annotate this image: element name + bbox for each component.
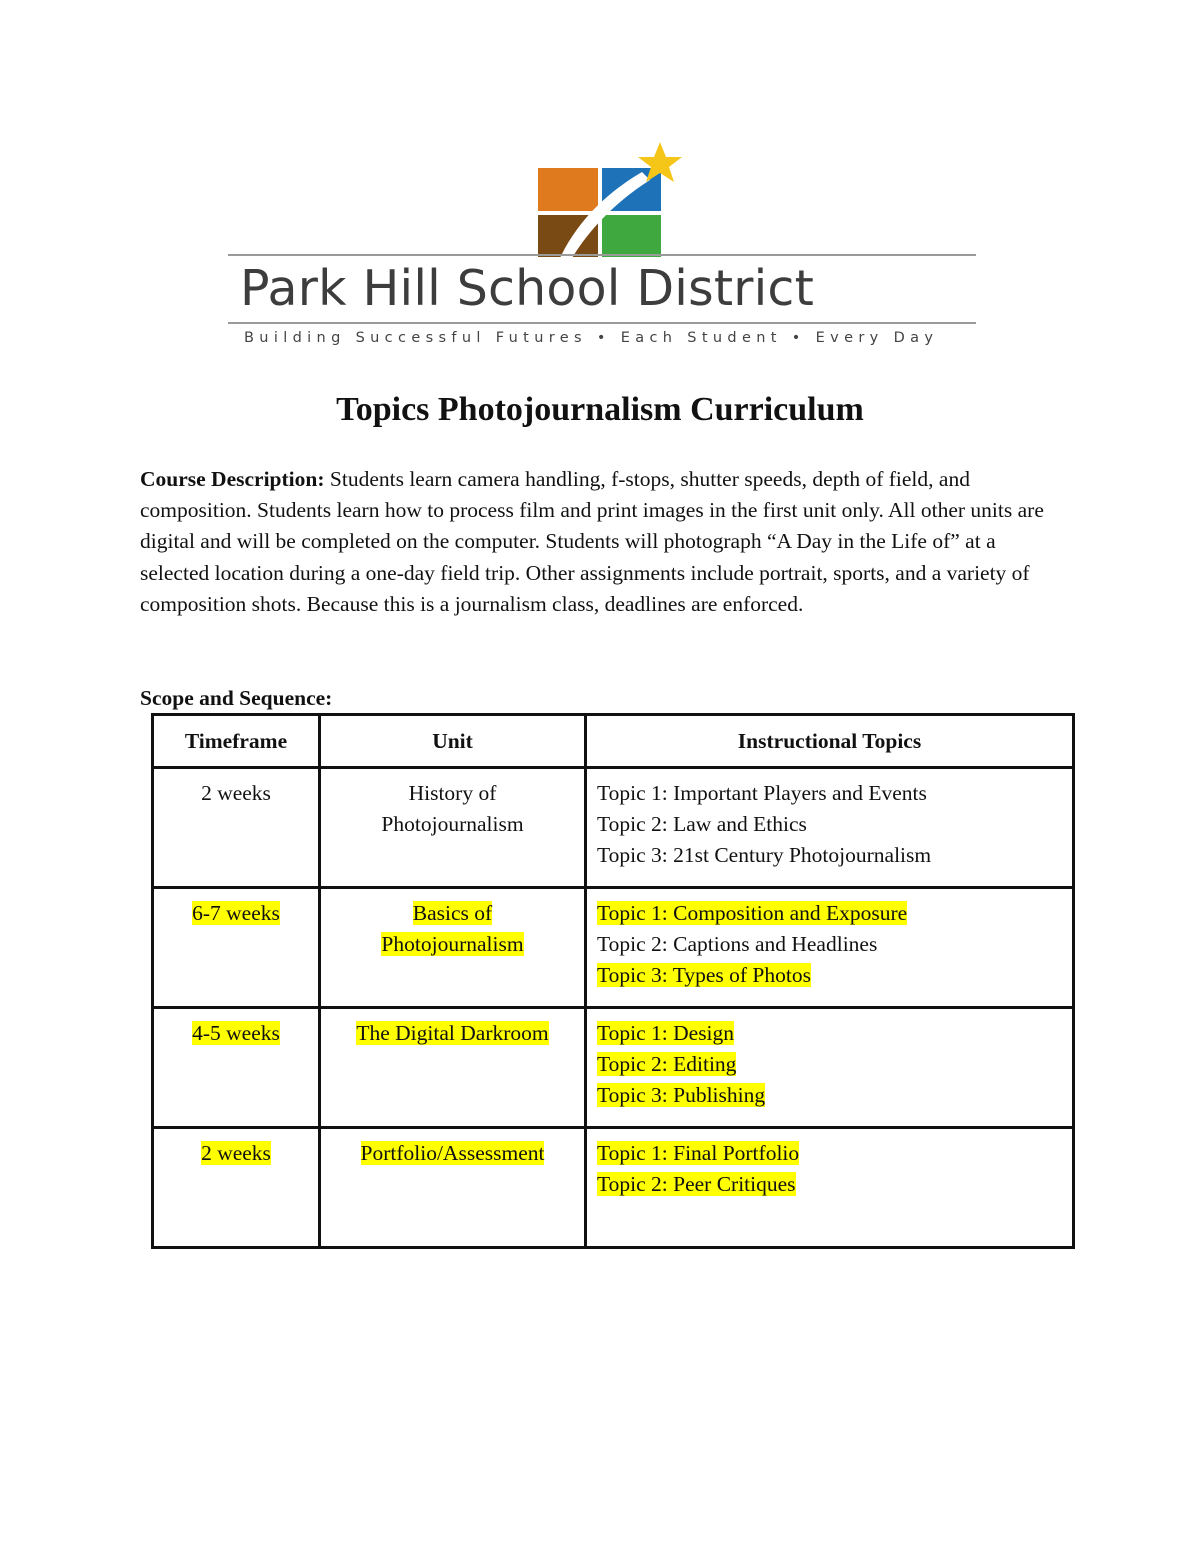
unit-text-line	[321, 929, 584, 960]
topic-line	[597, 1049, 1072, 1080]
logo-name: Park Hill School District	[240, 260, 814, 317]
unit-text-line	[321, 809, 584, 840]
topic-line	[597, 809, 1072, 840]
header-topics: Instructional Topics	[586, 715, 1074, 768]
timeframe-cell	[153, 768, 320, 888]
unit-text: Portfolio/Assessment	[360, 1141, 545, 1165]
topic-text: Topic 1: Composition and Exposure	[597, 901, 908, 925]
topics-cell	[586, 1008, 1074, 1128]
logo-mark-icon	[538, 140, 688, 265]
unit-text: Photojournalism	[381, 932, 524, 956]
timeframe-text: 4-5 weeks	[192, 1021, 280, 1045]
topic-text: Topic 2: Peer Critiques	[597, 1172, 796, 1196]
topics-cell	[586, 1128, 1074, 1248]
scope-heading: Scope and Sequence:	[140, 686, 333, 710]
topic-text: Topic 1: Final Portfolio	[597, 1141, 800, 1165]
topic-text: Topic 2: Editing	[597, 1052, 737, 1076]
topic-text: Topic 1: Design	[597, 1021, 735, 1045]
unit-text-line	[321, 778, 584, 809]
page-title: Topics Photojournalism Curriculum	[336, 391, 864, 428]
logo-green-square	[602, 215, 661, 257]
course-description	[140, 464, 1065, 620]
unit-text-line	[321, 1018, 584, 1049]
topic-line	[597, 929, 1072, 960]
table-row	[153, 1008, 1074, 1128]
topic-line	[597, 840, 1072, 871]
logo-top-rule	[228, 254, 976, 256]
table-row	[153, 1128, 1074, 1248]
topic-text: Topic 3: 21st Century Photojournalism	[597, 843, 932, 867]
unit-text-line	[321, 1138, 584, 1169]
unit-text: The Digital Darkroom	[356, 1021, 549, 1045]
timeframe-cell	[153, 1008, 320, 1128]
course-description-text: Students learn camera handling, f-stops, shutter speeds, depth of field, and composition. Students learn how to process film and print images in the first unit only. All other units are digital and will be completed on the computer. Students will photograph “A Day in the Life of” at a selected location during a one-day field trip. Other assignments include portrait, sports, and a variety of composition shots. Because this is a journalism class, deadlines are enforced.	[140, 467, 1044, 616]
timeframe-text: 2 weeks	[201, 1141, 271, 1165]
topic-text: Topic 3: Types of Photos	[597, 963, 811, 987]
unit-cell	[320, 1008, 586, 1128]
topics-cell	[586, 768, 1074, 888]
logo-bottom-rule	[228, 322, 976, 324]
topic-line	[597, 898, 1072, 929]
unit-text-line	[321, 898, 584, 929]
timeframe-cell	[153, 888, 320, 1008]
unit-text: Basics of	[412, 901, 493, 925]
unit-text: History of	[408, 781, 497, 805]
timeframe-text: 6-7 weeks	[192, 901, 280, 925]
logo-tagline: Building Successful Futures • Each Student • Every Day	[244, 330, 939, 346]
header-unit: Unit	[320, 715, 586, 768]
topic-text: Topic 3: Publishing	[597, 1083, 766, 1107]
course-description-label: Course Description:	[140, 467, 325, 491]
topic-text: Topic 2: Captions and Headlines	[597, 932, 878, 956]
topic-line	[597, 1169, 1072, 1200]
unit-cell	[320, 768, 586, 888]
unit-text: Photojournalism	[381, 812, 524, 836]
topic-text: Topic 1: Important Players and Events	[597, 781, 927, 805]
header-timeframe: Timeframe	[153, 715, 320, 768]
topic-line	[597, 1080, 1072, 1111]
topic-line	[597, 960, 1072, 991]
topics-cell	[586, 888, 1074, 1008]
timeframe-text: 2 weeks	[201, 781, 271, 805]
table-header-row	[153, 715, 1074, 768]
table-body	[153, 768, 1074, 1248]
unit-cell	[320, 1128, 586, 1248]
unit-cell	[320, 888, 586, 1008]
scope-table	[151, 713, 1075, 1249]
logo-orange-square	[538, 168, 598, 211]
topic-text: Topic 2: Law and Ethics	[597, 812, 807, 836]
topic-line	[597, 778, 1072, 809]
topic-line	[597, 1018, 1072, 1049]
district-logo	[228, 140, 978, 355]
timeframe-cell	[153, 1128, 320, 1248]
topic-line	[597, 1138, 1072, 1169]
table-row	[153, 888, 1074, 1008]
table-row	[153, 768, 1074, 888]
